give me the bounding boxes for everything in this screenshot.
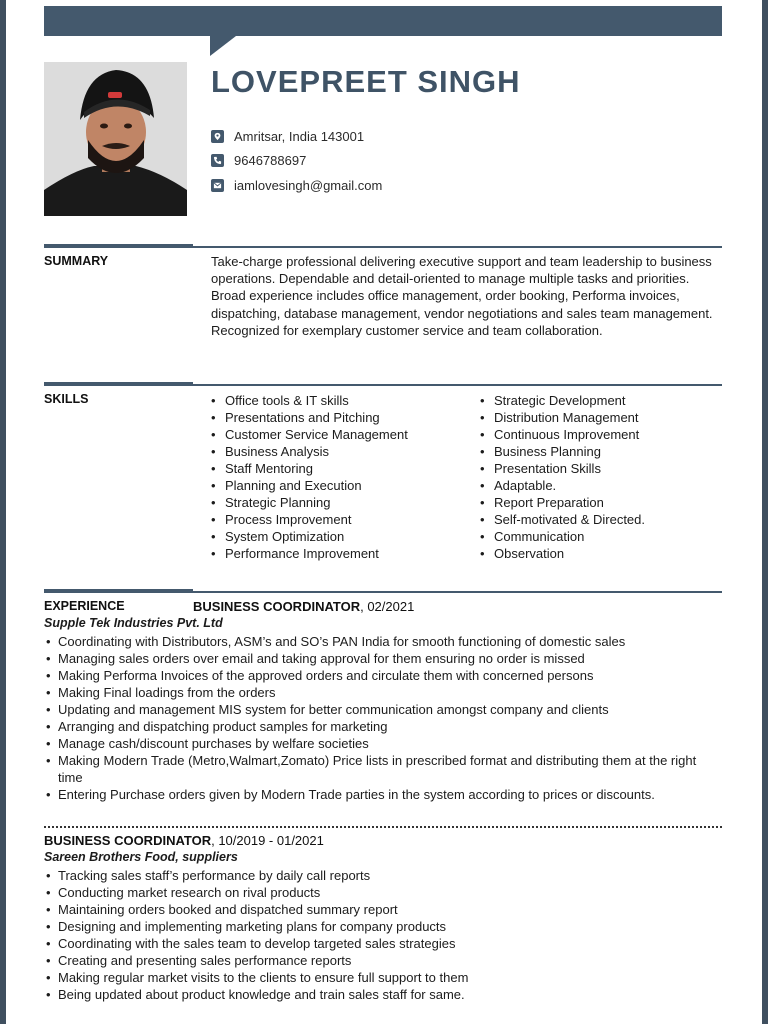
skills-list-right xyxy=(480,392,645,562)
summary-divider-accent xyxy=(44,244,193,248)
job-dates: , 10/2019 - 01/2021 xyxy=(211,833,324,848)
list-item: • Manage cash/discount purchases by welfare societies xyxy=(44,735,724,752)
skill-item: • Strategic Development xyxy=(480,392,645,409)
experience-divider-accent xyxy=(44,589,193,593)
skills-divider xyxy=(193,384,722,386)
candidate-name: LOVEPREET SINGH xyxy=(211,64,521,99)
list-item: • Coordinating with Distributors, ASM’s and SO’s PAN India for smooth functioning of domestic sales xyxy=(44,633,724,650)
list-item: • Maintaining orders booked and dispatched summary report xyxy=(44,901,724,918)
profile-photo xyxy=(44,62,187,216)
envelope-icon xyxy=(211,179,224,192)
job-dates: , 02/2021 xyxy=(360,599,415,614)
list-item: • Conducting market research on rival products xyxy=(44,884,724,901)
skill-item: • System Optimization xyxy=(211,528,408,545)
skills-heading: SKILLS xyxy=(44,392,89,406)
skill-item: • Communication xyxy=(480,528,645,545)
list-item: • Designing and implementing marketing plans for company products xyxy=(44,918,724,935)
skills-divider-accent xyxy=(44,382,193,386)
resume-page xyxy=(6,0,762,1024)
skill-item: • Distribution Management xyxy=(480,409,645,426)
skill-item: • Report Preparation xyxy=(480,494,645,511)
profile-photo-image xyxy=(44,62,187,216)
summary-heading: SUMMARY xyxy=(44,254,109,268)
list-item: • Coordinating with the sales team to develop targeted sales strategies xyxy=(44,935,724,952)
skill-item: • Continuous Improvement xyxy=(480,426,645,443)
list-item: • Making Performa Invoices of the approved orders and circulate them with concerned persons xyxy=(44,667,724,684)
header-band-notch xyxy=(210,36,236,56)
list-item: • Updating and management MIS system for better communication amongst company and clients xyxy=(44,701,724,718)
skill-item: • Strategic Planning xyxy=(211,494,408,511)
job-bullets-2 xyxy=(44,867,724,1003)
list-item: • Arranging and dispatching product samples for marketing xyxy=(44,718,724,735)
job-bullets-1 xyxy=(44,633,724,803)
list-item: • Creating and presenting sales performance reports xyxy=(44,952,724,969)
list-item: • Making Modern Trade (Metro,Walmart,Zomato) Price lists in prescribed format and distributing them at the right time xyxy=(44,752,724,786)
summary-divider xyxy=(193,246,722,248)
experience-heading: EXPERIENCE xyxy=(44,599,125,613)
location-text: Amritsar, India 143001 xyxy=(234,128,365,144)
phone-icon xyxy=(211,154,224,167)
job-company-2: Sareen Brothers Food, suppliers xyxy=(44,850,238,864)
skill-item: • Presentation Skills xyxy=(480,460,645,477)
skill-item: • Business Analysis xyxy=(211,443,408,460)
header-band xyxy=(44,6,722,36)
job-role: BUSINESS COORDINATOR xyxy=(193,599,361,614)
contact-email xyxy=(211,177,382,193)
experience-divider xyxy=(193,591,722,593)
job-title-1 xyxy=(193,599,414,614)
list-item: • Entering Purchase orders given by Modern Trade parties in the system according to prices or discounts. xyxy=(44,786,724,803)
job-separator xyxy=(44,826,722,828)
list-item: • Being updated about product knowledge and train sales staff for same. xyxy=(44,986,724,1003)
skill-item: • Performance Improvement xyxy=(211,545,408,562)
skills-list-left xyxy=(211,392,408,562)
skill-item: • Staff Mentoring xyxy=(211,460,408,477)
skill-item: • Office tools & IT skills xyxy=(211,392,408,409)
skill-item: • Customer Service Management xyxy=(211,426,408,443)
skill-item: • Process Improvement xyxy=(211,511,408,528)
skill-item: • Self-motivated & Directed. xyxy=(480,511,645,528)
contact-phone xyxy=(211,152,306,168)
list-item: • Tracking sales staff’s performance by daily call reports xyxy=(44,867,724,884)
job-role: BUSINESS COORDINATOR xyxy=(44,833,212,848)
skill-item: • Observation xyxy=(480,545,645,562)
skill-item: • Presentations and Pitching xyxy=(211,409,408,426)
skill-item: • Adaptable. xyxy=(480,477,645,494)
contact-location xyxy=(211,128,364,144)
list-item: • Managing sales orders over email and taking approval for them ensuring no order is missed xyxy=(44,650,724,667)
skill-item: • Planning and Execution xyxy=(211,477,408,494)
email-link[interactable]: iamlovesingh@gmail.com xyxy=(234,177,383,193)
summary-text: Take-charge professional delivering executive support and team leadership to business operations. Dependable and detail-oriented to manage multiple tasks and priorities. Broad experience includes office management, order booking, Performa invoices, dispatching, database management, vendor negotiations and sales team management. Recognized for exemplary customer service and team collaboration. xyxy=(211,254,713,338)
job-title-2 xyxy=(44,833,324,848)
list-item: • Making Final loadings from the orders xyxy=(44,684,724,701)
job-company-1: Supple Tek Industries Pvt. Ltd xyxy=(44,616,223,630)
phone-text: 9646788697 xyxy=(234,152,307,168)
skill-item: • Business Planning xyxy=(480,443,645,460)
list-item: • Making regular market visits to the clients to ensure full support to them xyxy=(44,969,724,986)
location-pin-icon xyxy=(211,130,224,143)
